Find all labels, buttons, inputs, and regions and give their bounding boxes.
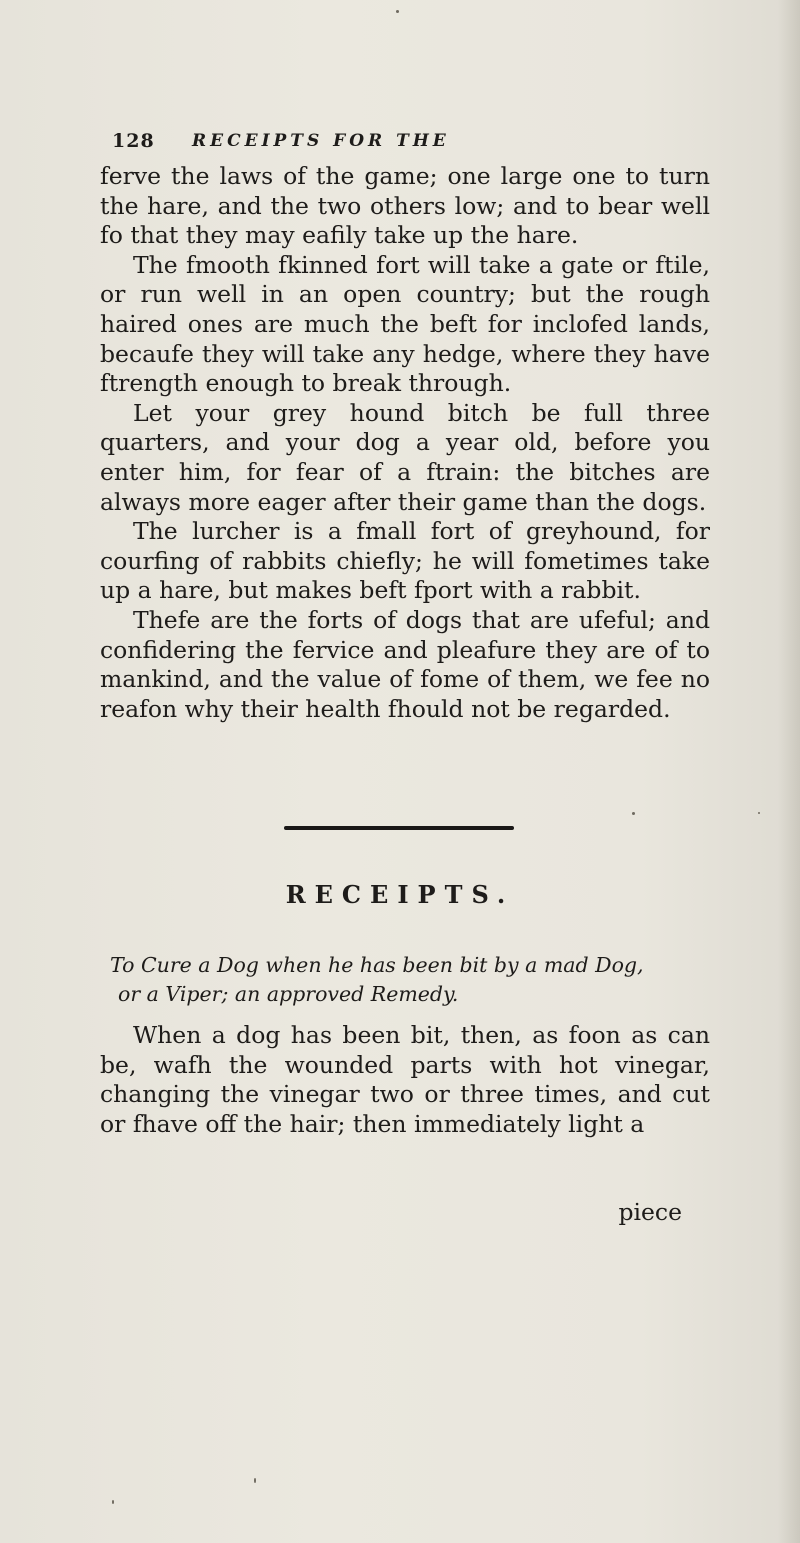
paragraph-receipt-instructions: When a dog has been bit, then, as foon as can be, wafh the wounded parts with hot vinegar, changing the vinegar two or three times, and cut or fhave off the hair; then immediately light a [100,1021,710,1138]
page-edge-shadow [778,0,800,1543]
receipt-heading-line-1: To Cure a Dog when he has been bit by a mad Dog, [110,953,644,977]
catchword: piece [618,1198,682,1226]
paragraph-lurcher: The lurcher is a fmall fort of greyhound, for courfing of rabbits chiefly; he will fometimes take up a hare, but makes beft fport with a rabbit. [100,517,710,605]
body-text-top [100,162,710,724]
running-head [112,130,672,158]
running-head-title: RECEIPTS FOR THE [192,131,450,151]
section-title: RECEIPTS. [285,880,515,909]
receipt-heading-line-2: or a Viper; an approved Remedy. [118,982,459,1006]
paper-speck [112,1500,114,1504]
paragraph-continued: ferve the laws of the game; one large one to turn the hare, and the two others low; and to bear well fo that they may eafily take up the hare. [100,162,710,250]
receipt-heading [110,951,710,1009]
paper-speck [632,812,635,815]
page-number: 128 [112,130,155,152]
paper-speck [254,1478,256,1483]
paper-speck [396,10,399,13]
receipt-body [100,1021,710,1139]
paragraph-grey-hound: Let your grey hound bitch be full three quarters, and your dog a year old, before you enter him, for fear of a ftrain: the bitches are always more eager after their game than the dogs. [100,398,710,516]
paragraph-useful-dogs: Thefe are the forts of dogs that are ufeful; and confidering the fervice and pleafure they are of to mankind, and the value of fome of them, we fee no reafon why their health fhould not be regarded. [100,605,710,723]
section-divider-rule [284,826,514,830]
paragraph-smooth-skinned: The fmooth fkinned fort will take a gate or ftile, or run well in an open country; but the rough haired ones are much the beft for inclofed lands, becaufe they will take any hedge, where they have ftrength enough to break through. [100,250,710,398]
paper-speck [758,812,760,814]
